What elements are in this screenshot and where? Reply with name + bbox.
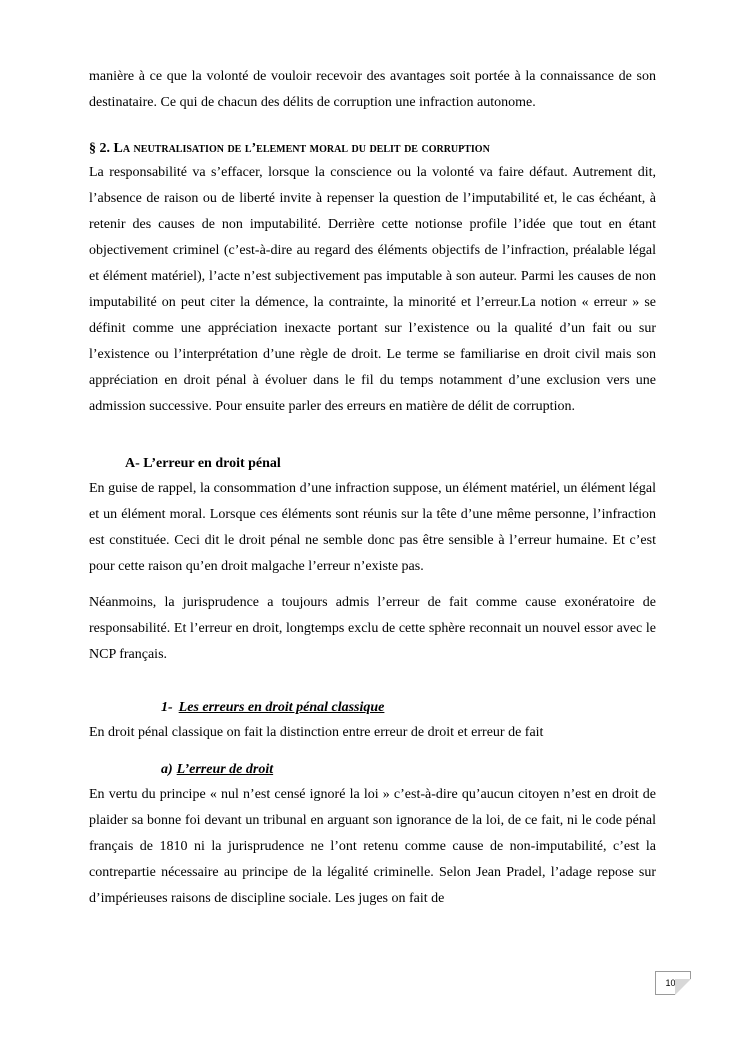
section-paragraph: La responsabilité va s’effacer, lorsque la conscience ou la volonté va faire défaut. Autrement dit, l’absence de raison ou de liberté invite à repenser la question de l’imputabilité et, le cas échéant, à retenir des causes de non imputabilité. Derrière cette notionse profile l’idée que tout en étant objectivement criminel (c’est-à-dire au regard des éléments objectifs de l’infraction, préalable légal et élément matériel), l’acte n’est subjectivement pas imputable à son auteur. Parmi les causes de non imputabilité on peut citer la démence, la contrainte, la minorité et l’erreur.La notion « erreur » se définit comme une appréciation inexacte portant sur l’existence ou la qualité d’un fait ou sur l’existence ou l’interprétation d’une règle de droit. Le terme se familiarise en droit civil mais son appréciation en droit pénal à évoluer dans le fil du temps notamment d’une exclusion vers une admission successive. Pour ensuite parler des erreurs en matière de délit de corruption. xyxy=(89,165,656,414)
subsection-1-heading xyxy=(161,696,656,720)
subsection-a-paragraph-2: Néanmoins, la jurisprudence a toujours admis l’erreur de fait comme cause exonératoire de responsabilité. Et l’erreur en droit, longtemps exclu de cette sphère reconnait un nouvel essor avec le NCP français. xyxy=(89,595,656,662)
subsection-a-paragraph-1: En guise de rappel, la consommation d’une infraction suppose, un élément matériel, un élément légal et un élément moral. Lorsque ces éléments sont réunis sur la tête d’une même personne, l’infraction est constituée. Ceci dit le droit pénal ne semble donc pas être sensible à l’erreur humaine. Et c’est pour cette raison qu’en droit malgache l’erreur n’existe pas. xyxy=(89,481,656,574)
subsection-1-paragraph: En droit pénal classique on fait la distinction entre erreur de droit et erreur de fait xyxy=(89,725,544,740)
intro-paragraph: manière à ce que la volonté de vouloir recevoir des avantages soit portée à la connaissance de son destinataire. Ce qui de chacun des délits de corruption une infraction autonome. xyxy=(89,69,656,110)
subsection-a-lower-paragraph: En vertu du principe « nul n’est censé ignoré la loi » c’est-à-dire qu’aucun citoyen n’est en droit de plaider sa bonne foi devant un tribunal en arguant son ignorance de la loi, de ce fait, ni le code pénal français de 1810 ni la jurisprudence ne l’ont retenu comme cause de non-imputabilité, c’est la contrepartie nécessaire au principe de la légalité criminelle. Selon Jean Pradel, l’adage repose sur d’impérieuses raisons de discipline sociale. Les juges on fait de xyxy=(89,787,656,906)
section-heading xyxy=(89,138,656,160)
subsection-a-lower-heading xyxy=(161,758,656,782)
section-title: La neutralisation de l’element moral du delit de corruption xyxy=(113,141,490,156)
subsection-a-lower-number: a) xyxy=(161,762,173,777)
subsection-1-title: Les erreurs en droit pénal classique xyxy=(178,700,385,715)
page-number: 100 xyxy=(655,971,691,995)
subsection-a-lower-title: L’erreur de droit xyxy=(176,762,274,777)
subsection-a-heading: A- L’erreur en droit pénal xyxy=(125,456,281,471)
subsection-1-number: 1- xyxy=(161,700,173,715)
document-page xyxy=(89,64,656,912)
section-number: § 2. xyxy=(89,141,114,156)
